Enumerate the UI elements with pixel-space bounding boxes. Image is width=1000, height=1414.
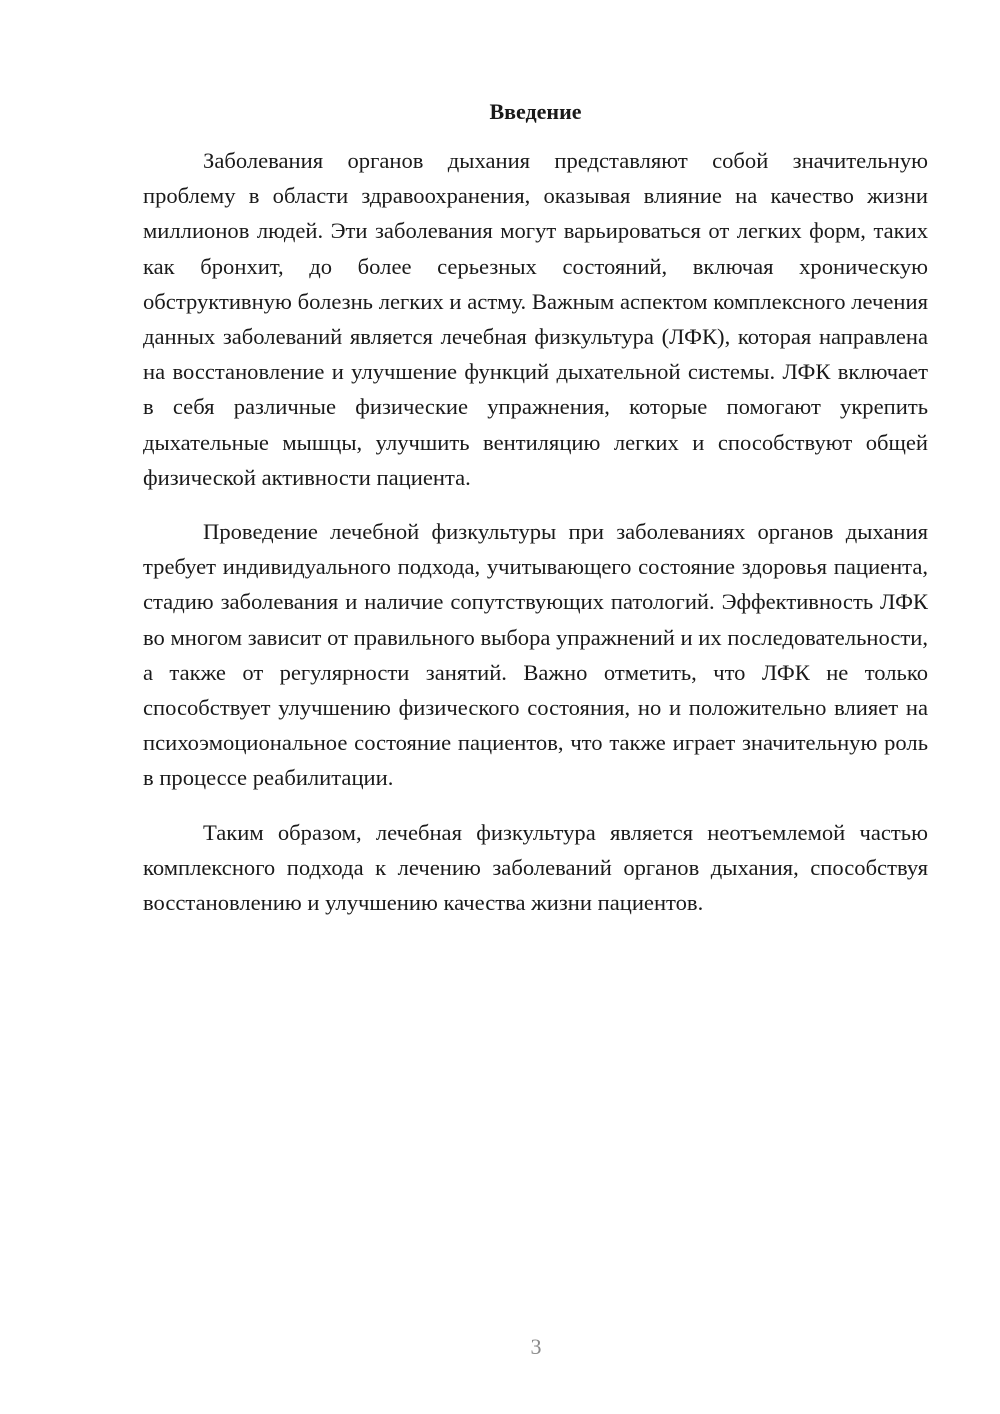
- paragraph-1: Заболевания органов дыхания представляют собой значительную проблему в области здравоохранения, оказывая влияние на качество жизни миллионов людей. Эти заболевания могут варьироваться от легких форм, таких как бронхит, до более серьезных состояний, включая хроническую обструктивную болезнь легких и астму. Важным аспектом комплексного лечения данных заболеваний является лечебная физкультура (ЛФК), которая направлена на восстановление и улучшение функций дыхательной системы. ЛФК включает в себя различные физические упражнения, которые помогают укрепить дыхательные мышцы, улучшить вентиляцию легких и способствуют общей физической активности пациента.: [143, 148, 928, 490]
- page-number: 3: [530, 1334, 542, 1359]
- paragraph-2: Проведение лечебной физкультуры при заболеваниях органов дыхания требует индивидуального подхода, учитывающего состояние здоровья пациента, стадию заболевания и наличие сопутствующих патологий. Эффективность ЛФК во многом зависит от правильного выбора упражнений и их последовательности, а также от регулярности занятий. Важно отметить, что ЛФК не только способствует улучшению физического состояния, но и положительно влияет на психоэмоциональное состояние пациентов, что также играет значительную роль в процессе реабилитации.: [143, 519, 928, 791]
- body-text: [143, 143, 928, 939]
- paragraph-3: Таким образом, лечебная физкультура является неотъемлемой частью комплексного подхода к лечению заболеваний органов дыхания, способствуя восстановлению и улучшению качества жизни пациентов.: [143, 819, 928, 916]
- section-heading: Введение: [489, 99, 582, 124]
